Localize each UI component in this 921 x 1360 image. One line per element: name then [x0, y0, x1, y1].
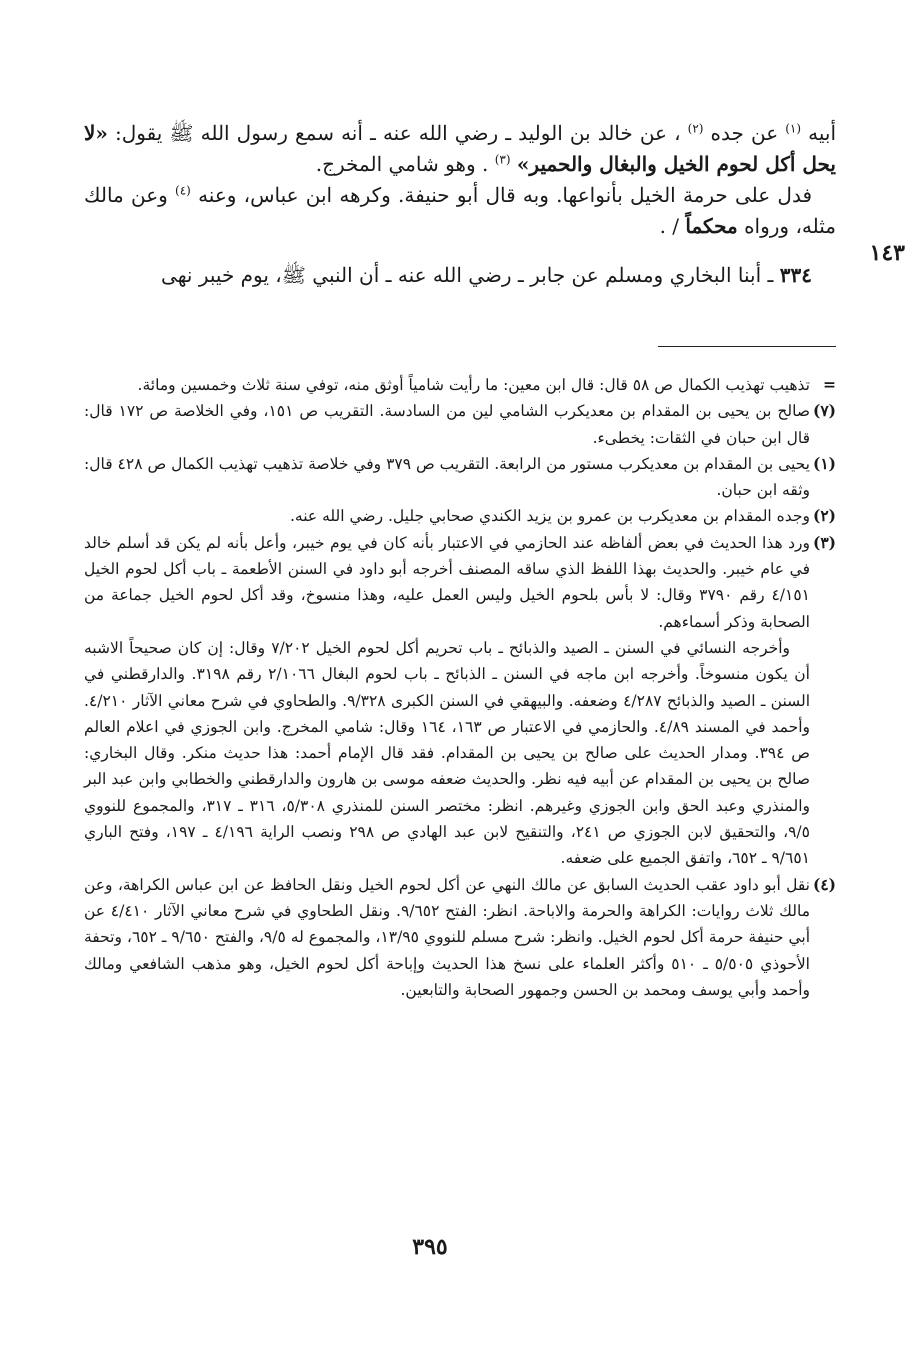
footnote-4	[84, 872, 836, 1003]
footnote-3	[84, 530, 836, 635]
footnote-continuation	[84, 372, 836, 398]
text-segment: / .	[659, 214, 680, 238]
footnote-ref-2[interactable]: (٢)	[687, 121, 704, 136]
footnote-text: وجده المقدام بن معديكرب بن عمرو بن يزيد الكندي صحابي جليل. رضي الله عنه.	[290, 507, 810, 526]
footnote-text: صالح بن يحيى بن المقدام بن معديكرب الشامي لين من السادسة. التقريب ص ١٥١، وفي الخلاصة ص ١٧٢ قال: قال ابن حبان في الثقات: يخطىء.	[84, 402, 810, 447]
footnote-text: نقل أبو داود عقب الحديث السابق عن مالك النهي عن أكل لحوم الخيل ونقل الحافظ عن ابن عباس الكراهة، وعن مالك ثلاث روايات: الكراهة والحرمة والاباحة. انظر: الفتح ٩/٦٥٢. ونقل الطحاوي في شرح معاني الآثار ٤/٤١٠ عن أبي حنيفة حرمة أكل لحوم الخيل. وانظر: شرح مسلم للنووي ١٣/٩٥، والمجموع له ٩/٥، والفتح ٩/٦٥٠ ـ ٦٥٢، وتحفة الأحوذي ٥/٥٠٥ ـ ٥١٠ وأكثر العلماء على نسخ هذا الحديث وإباحة أكل لحوم الخيل، وهو مذهب الشافعي ومالك وأحمد وأبي يوسف ومحمد بن الحسن وجمهور الصحابة والتابعين.	[84, 875, 811, 999]
text-segment: . وهو شامي المخرج.	[315, 152, 489, 176]
footnote-mark: (٧)	[812, 401, 836, 421]
hadith-number: ٣٣٤	[779, 263, 812, 287]
footnote-text: ورد هذا الحديث في بعض ألفاظه عند الحازمي في الاعتبار بأنه كان في يوم خيبر، وأعل بأنه لم يكن قد أسلم خالد في عام خيبر. والحديث بهذا اللفظ الذي ساقه المصنف أخرجه أبو داود في السنن الأطعمة ـ باب أكل لحوم الخيل ٤/١٥١ رقم ٣٧٩٠ وقال: لا بأس بلحوم الخيل وليس العمل عليه، وهذا منسوخ، وقد أكل لحوم الخيل جماعة من الصحابة وذكر أسماءهم.	[84, 533, 810, 631]
footnote-ref-3[interactable]: (٣)	[494, 152, 511, 167]
footnote-mark: (٤)	[812, 874, 836, 894]
footnote-text: تذهيب تهذيب الكمال ص ٥٨ قال: قال ابن معين: ما رأيت شامياً أوثق منه، توفي سنة ثلاث وخمسين ومائة.	[137, 376, 810, 394]
footnote-1	[84, 451, 836, 504]
hadith-quote: «لا يحل أكل لحوم الخيل والبغال والحمير»	[84, 121, 836, 176]
main-text	[84, 118, 836, 291]
page-number: ٣٩٥	[412, 1234, 448, 1260]
text-segment: ، عن خالد بن الوليد ـ رضي الله عنه ـ أنه سمع رسول الله ﷺ يقول:	[107, 121, 681, 145]
footnote-mark: =	[823, 375, 836, 394]
text-segment: ـ أبنا البخاري ومسلم عن جابر ـ رضي الله عنه ـ أن النبي ﷺ، يوم خيبر نهى	[161, 263, 774, 287]
text-segment: عن جده	[710, 121, 779, 145]
footnotes	[84, 372, 836, 1003]
text-segment: فدل على حرمة الخيل بأنواعها. وبه قال أبو حنيفة. وكرهه ابن عباس، وعنه	[198, 183, 813, 207]
main-paragraph-1	[84, 118, 836, 180]
footnote-mark: (٢)	[812, 506, 836, 526]
main-paragraph-2	[84, 180, 836, 242]
text-segment: وعن مالك مثله، ورواه	[84, 183, 836, 238]
bold-term: محكماً	[685, 214, 738, 238]
main-paragraph-3	[84, 260, 836, 291]
footnote-7	[84, 398, 836, 451]
footnote-separator	[658, 346, 836, 347]
footnote-text: يحيى بن المقدام بن معديكرب مستور من الرابعة. التقريب ص ٣٧٩ وفي خلاصة تذهيب تهذيب الكمال ص ٤٢٨ قال: وثقه ابن حبان.	[84, 454, 810, 500]
footnote-mark: (١)	[812, 453, 836, 473]
footnote-ref-4[interactable]: (٤)	[175, 183, 191, 198]
footnote-3-continued	[84, 635, 836, 872]
footnote-ref-1[interactable]: (١)	[785, 121, 802, 136]
footnote-mark: (٣)	[812, 532, 836, 552]
footnote-text: وأخرجه النسائي في السنن ـ الصيد والذبائح ـ باب تحريم أكل لحوم الخيل ٧/٢٠٢ وقال: إن كان صحيحاً الاشبه أن يكون منسوخاً. وأخرجه ابن ماجه في السنن ـ الذبائح ـ باب لحوم البغال ٢/١٠٦٦ رقم ٣١٩٨. والدارقطني في السنن ـ الصيد والذبائح ٤/٢٨٧ وضعفه. والبيهقي في السنن الكبرى ٩/٣٢٨. والطحاوي في شرح معاني الآثار ٤/٢١٠. وأحمد في المسند ٤/٨٩. والحازمي في الاعتبار ص ١٦٣، ١٦٤ وقال: شامي المخرج. وابن الجوزي في اعلام العالم ص ٣٩٤. ومدار الحديث على صالح بن يحيى بن المقدام. فقد قال الإمام أحمد: هذا حديث منكر. وقال البخاري: صالح بن يحيى بن المقدام عن أبيه فيه نظر. والحديث ضعفه موسى بن هارون والدارقطني والخطابي وابن عبد البر والمنذري وعبد الحق وابن الجوزي وغيرهم. انظر: مختصر السنن للمنذري ٥/٣٠٨، ٣١٦ ـ ٣١٧، والمجموع للنووي ٩/٥، والتحقيق لابن الجوزي ص ٢٤١، والتنقيح لابن عبد الهادي ص ٢٩٨ ونصب الراية ٤/١٩٦ ـ ١٩٧، وفتح الباري ٩/٦٥١ ـ ٦٥٢، واتفق الجميع على ضعفه.	[84, 638, 811, 868]
text-segment: أبيه	[808, 121, 837, 145]
margin-page-number: ١٤٣	[869, 240, 905, 266]
footnote-2	[84, 503, 836, 529]
